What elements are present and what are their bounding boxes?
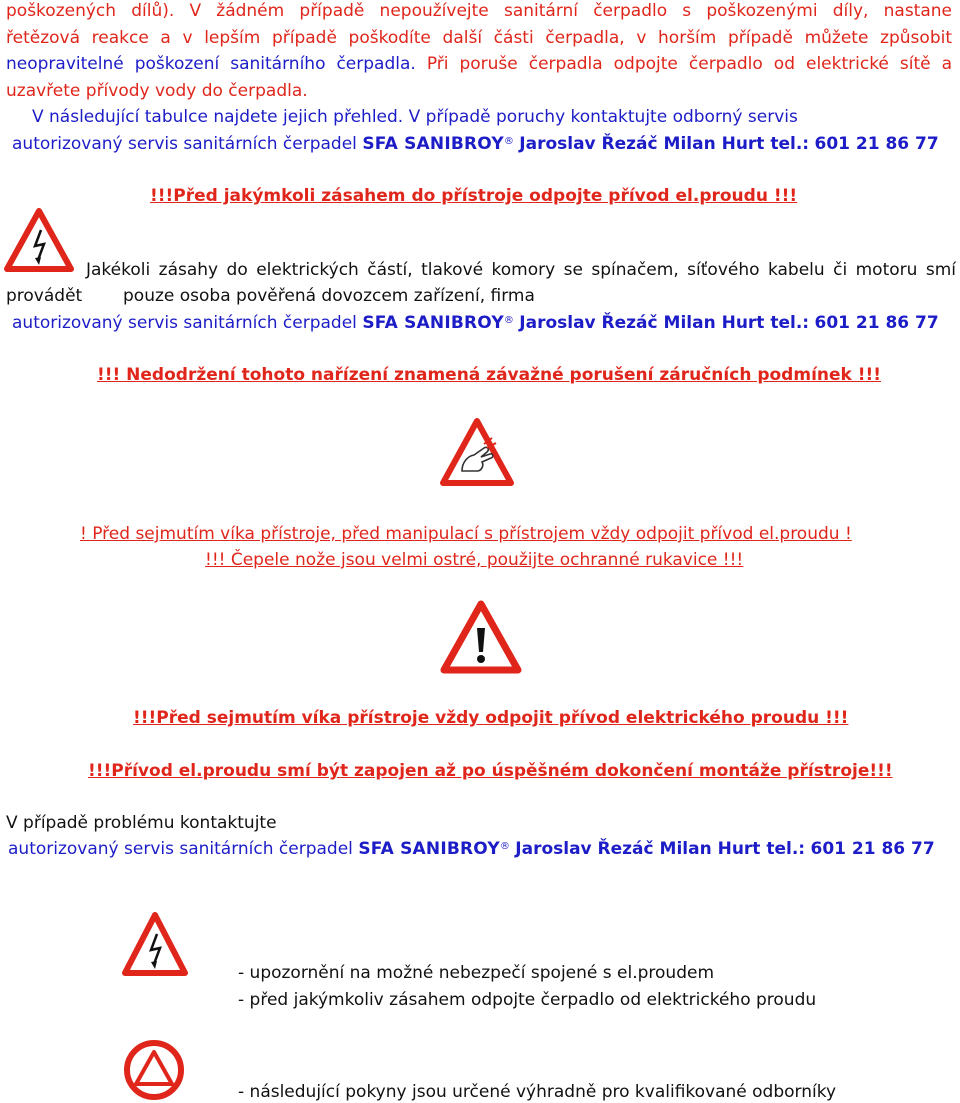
legend-qualified: - následující pokyny jsou určené výhradně pro kvalifikované odborníky: [238, 1082, 837, 1102]
warning-disconnect-power: !!!Před jakýmkoli zásahem do přístroje odpojte přívod el.proudu !!!: [150, 186, 798, 206]
warning-power-connection: !!!Přívod el.proudu smí být zapojen až po úspěšném dokončení montáže přístroje!!!: [88, 761, 893, 781]
problem-contact-heading: V případě problému kontaktujte: [6, 813, 277, 833]
registered-mark: ®: [503, 136, 514, 147]
registered-mark: ®: [503, 315, 514, 326]
service-prefix: autorizovaný servis sanitárních čerpadel: [8, 839, 353, 859]
blade-warning-2: !!! Čepele nože jsou velmi ostré, použijte ochranné rukavice !!!: [205, 550, 744, 570]
service-prefix: autorizovaný servis sanitárních čerpadel: [12, 134, 357, 154]
intro-line-2: řetězová reakce a v lepším případě poškodíte další části čerpadla, v horším případě můžete způsobit: [6, 28, 952, 48]
legend-electric-1: - upozornění na možné nebezpečí spojené s el.proudem: [238, 963, 715, 983]
service-contact-2: [12, 312, 939, 334]
intro-line-5: V následující tabulce najdete jejich přehled. V případě poruchy kontaktujte odborný servis: [32, 107, 798, 127]
electric-hazard-icon: [122, 912, 188, 976]
electric-hazard-icon: [4, 208, 74, 272]
intro-line-3-a: neopravitelné poškození sanitárního čerpadla.: [6, 54, 416, 74]
exclamation-warning-icon: [440, 600, 522, 674]
electrical-line-1: Jakékoli zásahy do elektrických částí, tlakové komory se spínačem, síťového kabelu či motoru smí: [86, 260, 956, 280]
service-prefix: autorizovaný servis sanitárních čerpadel: [12, 313, 357, 333]
intro-line-3-b: Při poruše čerpadla odpojte čerpadlo od elektrické sítě a: [426, 54, 952, 74]
electrical-line-2-a: provádět: [6, 286, 83, 306]
brand-name: SFA SANIBROY: [362, 134, 504, 154]
intro-line-4: uzavřete přívody vody do čerpadla.: [6, 81, 308, 101]
service-phone: 601 21 86 77: [814, 313, 939, 333]
service-contact-3: [8, 838, 935, 860]
brand-name: SFA SANIBROY: [358, 839, 500, 859]
service-people: Jaroslav Řezáč Milan Hurt tel.:: [515, 839, 806, 859]
electrical-line-2-b: pouze osoba pověřená dovozcem zařízení, firma: [123, 286, 535, 306]
warning-warranty: !!! Nedodržení tohoto nařízení znamená závažné porušení záručních podmínek !!!: [97, 365, 882, 385]
service-people: Jaroslav Řezáč Milan Hurt tel.:: [519, 313, 810, 333]
brand-name: SFA SANIBROY: [362, 313, 504, 333]
legend-electric-2: - před jakýmkoliv zásahem odpojte čerpadlo od elektrického proudu: [238, 990, 817, 1010]
service-phone: 601 21 86 77: [810, 839, 935, 859]
service-contact-1: [12, 133, 939, 155]
hand-cut-hazard-icon: [440, 418, 514, 486]
registered-mark: ®: [499, 841, 510, 852]
blade-warning-1: ! Před sejmutím víka přístroje, před manipulací s přístrojem vždy odpojit přívod el.proudu !: [80, 524, 852, 544]
warning-remove-lid: !!!Před sejmutím víka přístroje vždy odpojit přívod elektrického proudu !!!: [133, 708, 849, 728]
intro-line-3: [6, 53, 952, 75]
electrical-line-2: [6, 285, 535, 307]
intro-line-1: poškozených dílů). V žádném případě nepoužívejte sanitární čerpadlo s poškozenými díly, nastane: [6, 1, 952, 21]
qualified-personnel-icon: [122, 1038, 186, 1102]
service-phone: 601 21 86 77: [814, 134, 939, 154]
service-people: Jaroslav Řezáč Milan Hurt tel.:: [519, 134, 810, 154]
